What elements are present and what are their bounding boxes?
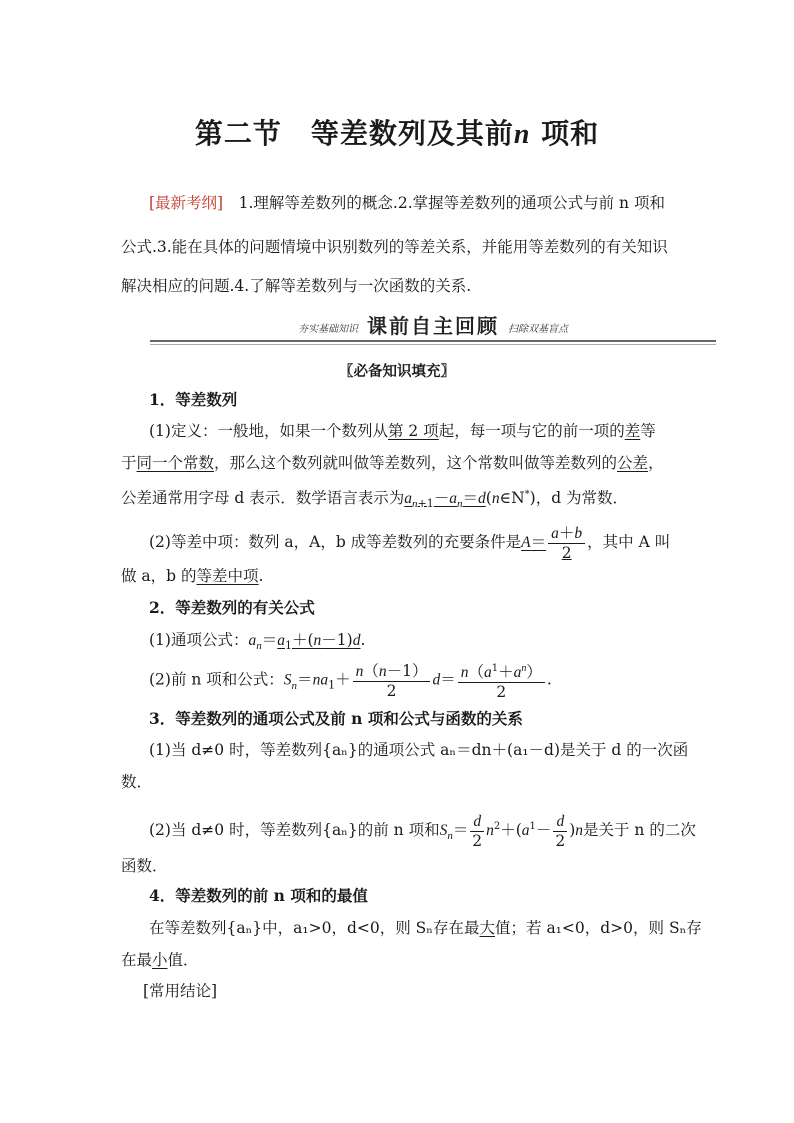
s3-para-1b: 数．	[121, 773, 153, 791]
section-2-heading: 2．等差数列的有关公式	[149, 598, 315, 617]
s3-para-2: (2)当 d≠0 时，等差数列{aₙ}的前 n 项和$S_n=$ $\frac{d}{2}$ $n^2+(a^1-$ $\frac{d}{2}$ )n是关于 n 的二次	[149, 813, 696, 850]
common-conclusions-label: [常用结论]	[143, 982, 218, 1000]
banner-right: 扫除双基盲点	[508, 324, 568, 335]
s4-para-1: 在等差数列{aₙ}中，a₁>0，d<0，则 Sₙ存在最大值；若 a₁<0，d>0，则 Sₙ存	[149, 919, 702, 937]
section-3-heading: 3．等差数列的通项公式及前 n 项和公式与函数的关系	[149, 709, 523, 728]
s1-definition-2: 于同一个常数，那么这个数列就叫做等差数列，这个常数叫做等差数列的公差，	[121, 454, 664, 472]
s3-para-2b: 函数．	[121, 857, 168, 875]
outline-tag: [最新考纲]	[149, 194, 224, 212]
formula-quadratic: $\frac{d}{2}$	[472, 813, 483, 850]
box-heading: 〖必备知识填充〗	[339, 363, 455, 380]
s3-para-1: (1)当 d≠0 时，等差数列{aₙ}的通项公式 aₙ＝dn＋(a₁－d)是关于 d 的一次函	[149, 741, 689, 759]
s1-middle-term: (2)等差中项：数列 a，A，b 成等差数列的充要条件是A＝ $\frac{a+b}{2}$ ，其中 A 叫	[149, 524, 671, 562]
s2-general-term: (1)通项公式：$a_n=a_1+(n-1)d$.	[149, 631, 366, 653]
banner-title: 课前自主回顾	[367, 314, 499, 338]
s1-middle-term-2: 做 a，b 的等差中项.	[121, 567, 264, 585]
outline-line-1: [最新考纲] 1.理解等差数列的概念.2.掌握等差数列的通项公式与前 n 项和	[149, 194, 665, 212]
s1-definition-3: 公差通常用字母 d 表示．数学语言表示为$a_{n+1}-a_n=d(n\in N^*)$，d 为常数．	[121, 489, 629, 511]
section-4-heading: 4．等差数列的前 n 项和的最值	[149, 886, 368, 905]
formula-recurrence: $a_{n+1}-a_n=d$	[404, 489, 486, 511]
page-title: 第二节 等差数列及其前n 项和	[194, 117, 600, 150]
outline-line-2: 公式.3.能在具体的问题情境中识别数列的等差关系，并能用等差数列的有关知识	[121, 238, 668, 256]
banner-divider	[150, 340, 716, 342]
formula-sum-2: $\frac{n(a^1+a^n)}{2}$	[458, 660, 545, 701]
formula-mean: $\frac{a+b}{2}$	[548, 524, 585, 562]
section-1-heading: 1．等差数列	[149, 390, 238, 409]
s1-definition: (1)定义：一般地，如果一个数列从第 2 项起，每一项与它的前一项的差等	[149, 422, 656, 440]
outline-line-3: 解决相应的问题.4.了解等差数列与一次函数的关系.	[121, 277, 472, 295]
banner-divider-thin	[150, 344, 716, 345]
banner-left: 夯实基础知识	[298, 324, 358, 335]
section-banner	[150, 308, 716, 344]
s4-para-2: 在最小值．	[121, 951, 199, 969]
s2-sum-formula: (2)前 n 项和公式：$S_n=na_1+$ $\frac{n(n-1)}{2}$ d＝ $\frac{n(a^1+a^n)}{2}$ .	[149, 661, 552, 702]
formula-sum-1: $\frac{n(n-1)}{2}$	[353, 662, 431, 700]
